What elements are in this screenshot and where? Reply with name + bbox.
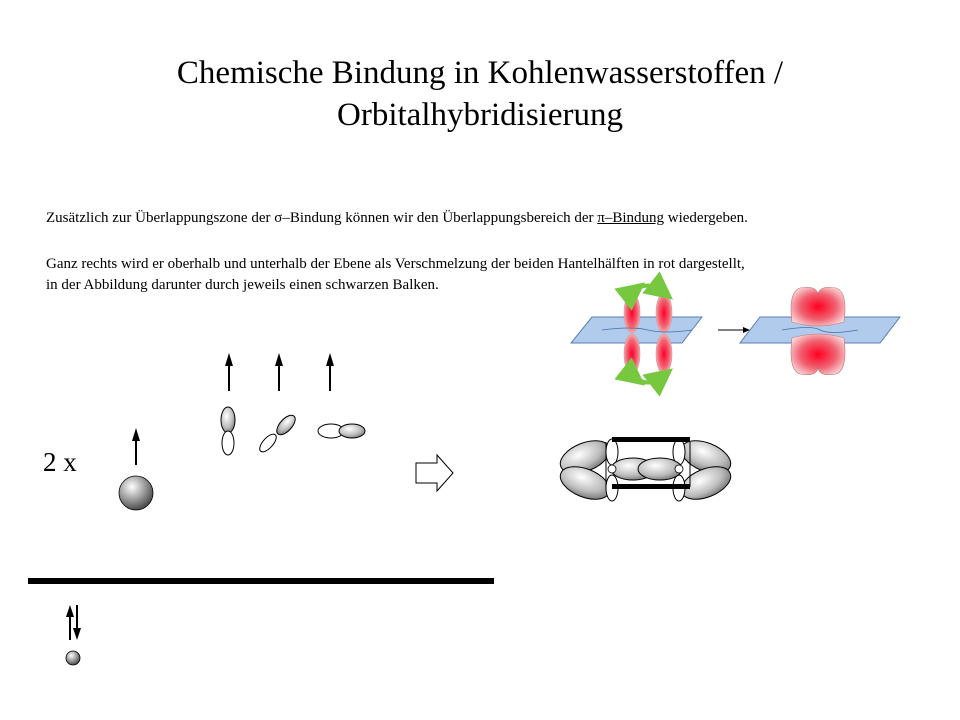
- multiplier-label: 2 x: [43, 447, 77, 477]
- pi-bond-bar-top: [612, 437, 690, 442]
- p-orbital-horizontal: [318, 424, 365, 438]
- plane-diagram-merged-lobes: [740, 287, 900, 375]
- plane-diagram-separate-lobes: [571, 286, 702, 383]
- title-line-2: Orbitalhybridisierung: [337, 97, 623, 133]
- p-orbital-diagonal: [257, 412, 299, 454]
- paragraph-2-line-2: in der Abbildung darunter durch jeweils einen schwarzen Balken.: [46, 277, 439, 293]
- paragraph-1-text-end: wiedergeben.: [664, 210, 748, 226]
- p-orbital-vertical: [221, 407, 235, 455]
- paragraph-1-text-start: Zusätzlich zur Überlappungszone der σ–Bindung können wir den Überlappungsbereich der: [46, 210, 598, 226]
- hollow-reaction-arrow-icon: [416, 455, 453, 491]
- pi-bond-bar-bottom: [612, 484, 690, 489]
- spin-up-arrow-3: [326, 353, 334, 391]
- s-orbital-2s: [119, 476, 153, 510]
- spin-up-arrow-1: [225, 353, 233, 391]
- green-arrow-bottom-icon: [634, 377, 662, 383]
- paragraph-2-line-1: Ganz rechts wird er oberhalb und unterhalb der Ebene als Verschmelzung der beiden Hantelhälften in rot dargestellt,: [46, 256, 745, 272]
- spin-pair-arrows: [66, 605, 81, 640]
- arrow-between-planes-icon: [718, 327, 750, 333]
- s-orbital-1s: [66, 651, 80, 665]
- pi-bond-link[interactable]: π–Bindung: [597, 210, 664, 226]
- title-line-1: Chemische Bindung in Kohlenwasserstoffen /: [176, 55, 784, 91]
- spin-up-arrow-2: [275, 353, 283, 391]
- green-arrow-top-icon: [634, 286, 662, 292]
- pi-bond-orbital-model: [556, 434, 736, 505]
- spin-up-arrow-s: [132, 428, 140, 465]
